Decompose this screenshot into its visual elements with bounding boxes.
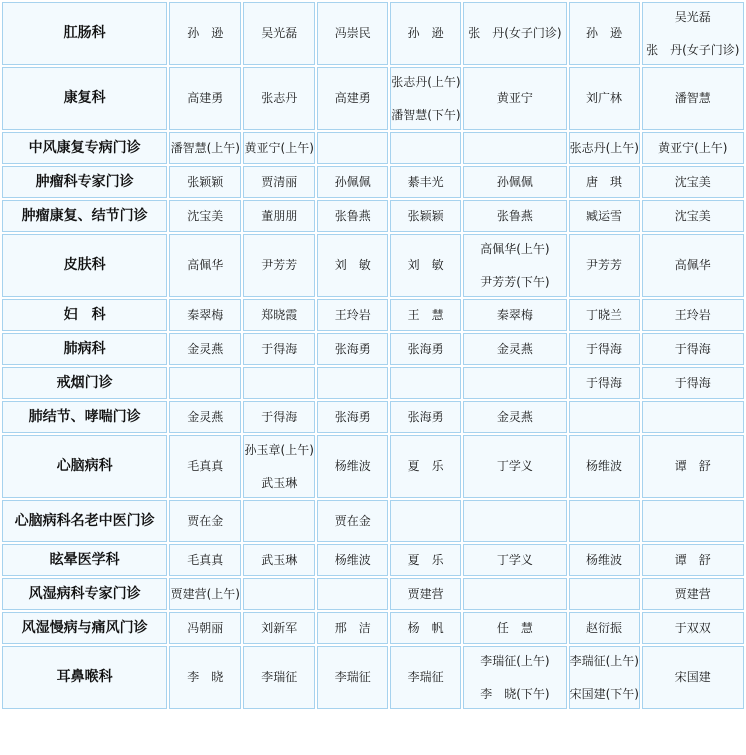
table-row xyxy=(2,401,744,433)
doctor-name: 贾建营 xyxy=(407,586,444,601)
schedule-cell xyxy=(569,333,640,365)
table-row xyxy=(2,612,744,644)
doctor-name: 张鲁燕 xyxy=(496,208,533,223)
schedule-cell xyxy=(317,67,388,130)
doctor-name: 贾在金 xyxy=(334,513,371,528)
schedule-cell xyxy=(317,200,388,232)
doctor-name: 潘智慧(下午) xyxy=(391,107,461,122)
doctor-name: 高建勇 xyxy=(334,91,371,105)
schedule-cell xyxy=(463,612,566,644)
doctor-name: 孙 逊 xyxy=(407,26,444,40)
schedule-cell xyxy=(463,200,566,232)
department-name: 眩晕医学科 xyxy=(2,544,167,576)
table-row xyxy=(2,166,744,198)
schedule-cell xyxy=(463,544,566,576)
doctor-name: 李瑞征(上午) xyxy=(480,653,550,668)
schedule-cell xyxy=(317,401,388,433)
doctor-name: 金灵燕 xyxy=(496,409,533,424)
doctor-name: 张志丹(上午) xyxy=(391,74,461,89)
schedule-cell xyxy=(642,401,744,433)
schedule-cell xyxy=(463,166,566,198)
doctor-name: 孙佩佩 xyxy=(334,174,371,189)
schedule-cell xyxy=(169,612,241,644)
schedule-cell xyxy=(317,333,388,365)
doctor-name: 高建勇 xyxy=(187,91,224,105)
doctor-name: 李瑞征 xyxy=(407,670,444,684)
schedule-cell xyxy=(317,500,388,542)
doctor-name: 刘 敏 xyxy=(407,258,444,272)
schedule-cell xyxy=(642,500,744,542)
schedule-cell xyxy=(390,166,461,198)
doctor-name: 李瑞征 xyxy=(261,670,298,684)
doctor-name: 沈宝美 xyxy=(187,208,224,223)
doctor-name: 王 慧 xyxy=(407,307,444,322)
schedule-cell xyxy=(169,234,241,297)
doctor-name: 贾建营(上午) xyxy=(170,586,240,601)
schedule-cell xyxy=(243,544,315,576)
doctor-name: 张志丹 xyxy=(261,91,298,105)
table-row xyxy=(2,132,744,164)
schedule-cell xyxy=(569,646,640,709)
doctor-name: 杨维波 xyxy=(586,459,623,473)
schedule-cell xyxy=(243,578,315,610)
schedule-cell xyxy=(463,132,566,164)
schedule-cell xyxy=(569,2,640,65)
schedule-cell xyxy=(642,612,744,644)
doctor-name: 于得海 xyxy=(674,341,711,356)
doctor-name: 董朋朋 xyxy=(261,208,298,223)
doctor-name: 宋国建 xyxy=(674,670,711,684)
doctor-name: 张志丹(上午) xyxy=(569,140,639,155)
table-row xyxy=(2,333,744,365)
schedule-cell xyxy=(642,435,744,498)
schedule-cell xyxy=(642,333,744,365)
doctor-name: 张海勇 xyxy=(407,409,444,424)
schedule-cell xyxy=(390,299,461,331)
doctor-name: 冯崇民 xyxy=(334,26,371,40)
schedule-cell xyxy=(317,234,388,297)
doctor-name: 杨维波 xyxy=(334,552,371,567)
doctor-name: 丁学义 xyxy=(496,459,533,473)
schedule-cell xyxy=(390,544,461,576)
doctor-name: 丁学义 xyxy=(496,552,533,567)
doctor-name: 尹芳芳 xyxy=(586,258,623,272)
schedule-cell xyxy=(569,578,640,610)
doctor-name: 张 丹(女子门诊) xyxy=(646,42,740,57)
schedule-cell xyxy=(642,646,744,709)
schedule-cell xyxy=(169,200,241,232)
doctor-name: 郑晓霞 xyxy=(261,307,298,322)
schedule-cell xyxy=(317,2,388,65)
doctor-name: 刘广林 xyxy=(586,91,623,105)
schedule-cell xyxy=(642,2,744,65)
doctor-name: 高佩华 xyxy=(187,258,224,272)
schedule-cell xyxy=(463,578,566,610)
doctor-name: 张海勇 xyxy=(334,409,371,424)
schedule-cell xyxy=(243,67,315,130)
doctor-name: 于得海 xyxy=(586,341,623,356)
doctor-name: 毛真真 xyxy=(187,552,224,567)
doctor-name: 张颖颖 xyxy=(407,208,444,223)
doctor-name: 黄亚宁(上午) xyxy=(658,140,728,155)
schedule-cell xyxy=(317,299,388,331)
doctor-name: 张 丹(女子门诊) xyxy=(468,26,562,40)
schedule-cell xyxy=(642,544,744,576)
schedule-cell xyxy=(390,500,461,542)
doctor-name: 黄亚宁(上午) xyxy=(244,140,314,155)
schedule-cell xyxy=(569,367,640,399)
table-row xyxy=(2,67,744,130)
schedule-cell xyxy=(569,612,640,644)
doctor-name: 于得海 xyxy=(261,341,298,356)
schedule-cell xyxy=(569,544,640,576)
doctor-name: 秦翠梅 xyxy=(496,307,533,322)
schedule-cell xyxy=(169,401,241,433)
doctor-name: 杨维波 xyxy=(586,552,623,567)
schedule-cell xyxy=(243,500,315,542)
doctor-name: 谭 舒 xyxy=(674,552,711,567)
doctor-name: 李瑞征(上午) xyxy=(569,653,639,668)
doctor-name: 邢 洁 xyxy=(334,620,371,635)
schedule-cell xyxy=(642,578,744,610)
schedule-cell xyxy=(463,500,566,542)
schedule-cell xyxy=(390,578,461,610)
schedule-cell xyxy=(243,299,315,331)
schedule-cell xyxy=(390,646,461,709)
doctor-name: 武玉琳 xyxy=(261,552,298,567)
schedule-cell xyxy=(463,299,566,331)
schedule-cell xyxy=(390,401,461,433)
doctor-name: 刘新军 xyxy=(261,620,298,635)
doctor-name: 尹芳芳(下午) xyxy=(480,274,550,289)
schedule-cell xyxy=(642,200,744,232)
schedule-cell xyxy=(463,367,566,399)
department-name: 妇 科 xyxy=(2,299,167,331)
schedule-cell xyxy=(317,612,388,644)
doctor-name: 潘智慧(上午) xyxy=(170,140,240,155)
doctor-name: 谭 舒 xyxy=(674,459,711,473)
schedule-cell xyxy=(317,646,388,709)
doctor-name: 綦丰光 xyxy=(407,174,444,189)
schedule-cell xyxy=(390,234,461,297)
doctor-name: 高佩华 xyxy=(674,258,711,272)
doctor-name: 黄亚宁 xyxy=(496,91,533,105)
schedule-cell xyxy=(169,166,241,198)
doctor-name: 金灵燕 xyxy=(187,341,224,356)
doctor-name: 张海勇 xyxy=(334,341,371,356)
doctor-name: 孙玉章(上午) xyxy=(244,442,314,457)
schedule-cell xyxy=(390,67,461,130)
schedule-cell xyxy=(243,367,315,399)
schedule-cell xyxy=(243,401,315,433)
schedule-cell xyxy=(169,646,241,709)
schedule-cell xyxy=(463,333,566,365)
schedule-cell xyxy=(243,333,315,365)
doctor-name: 李 晓 xyxy=(187,670,224,684)
table-row xyxy=(2,646,744,709)
schedule-cell xyxy=(569,500,640,542)
schedule-cell xyxy=(317,166,388,198)
schedule-cell xyxy=(243,612,315,644)
doctor-name: 唐 琪 xyxy=(586,174,623,189)
doctor-name: 武玉琳 xyxy=(261,475,298,490)
schedule-cell xyxy=(569,132,640,164)
schedule-cell xyxy=(390,435,461,498)
schedule-cell xyxy=(569,299,640,331)
doctor-name: 张鲁燕 xyxy=(334,208,371,223)
schedule-cell xyxy=(463,2,566,65)
doctor-name: 高佩华(上午) xyxy=(480,241,550,256)
schedule-cell xyxy=(390,367,461,399)
schedule-cell xyxy=(243,234,315,297)
schedule-cell xyxy=(243,2,315,65)
department-name: 肿瘤科专家门诊 xyxy=(2,166,167,198)
doctor-name: 夏 乐 xyxy=(407,552,444,567)
schedule-cell xyxy=(317,132,388,164)
doctor-name: 王玲岩 xyxy=(334,307,371,322)
schedule-cell xyxy=(169,367,241,399)
schedule-cell xyxy=(243,132,315,164)
schedule-cell xyxy=(569,435,640,498)
table-row xyxy=(2,435,744,498)
doctor-name: 赵衍振 xyxy=(586,620,623,635)
schedule-body xyxy=(2,2,744,709)
schedule-cell xyxy=(169,132,241,164)
doctor-name: 任 慧 xyxy=(496,620,533,635)
doctor-name: 吴光磊 xyxy=(674,9,711,24)
schedule-cell xyxy=(169,67,241,130)
doctor-name: 臧运雪 xyxy=(586,208,623,223)
schedule-cell xyxy=(569,166,640,198)
schedule-cell xyxy=(169,435,241,498)
table-row xyxy=(2,2,744,65)
schedule-cell xyxy=(463,401,566,433)
schedule-cell xyxy=(463,646,566,709)
schedule-cell xyxy=(243,166,315,198)
doctor-name: 于双双 xyxy=(674,620,711,635)
doctor-name: 孙佩佩 xyxy=(496,174,533,189)
doctor-name: 于得海 xyxy=(674,375,711,390)
table-row xyxy=(2,299,744,331)
schedule-cell xyxy=(642,166,744,198)
doctor-name: 张颖颖 xyxy=(187,174,224,189)
table-row xyxy=(2,367,744,399)
department-name: 皮肤科 xyxy=(2,234,167,297)
doctor-name: 于得海 xyxy=(586,375,623,390)
department-name: 耳鼻喉科 xyxy=(2,646,167,709)
department-name: 心脑病科 xyxy=(2,435,167,498)
doctor-name: 孙 逊 xyxy=(586,26,623,40)
department-name: 中风康复专病门诊 xyxy=(2,132,167,164)
schedule-cell xyxy=(169,333,241,365)
table-row xyxy=(2,200,744,232)
department-name: 心脑病科名老中医门诊 xyxy=(2,500,167,542)
doctor-name: 冯朝丽 xyxy=(187,620,224,635)
department-name: 肛肠科 xyxy=(2,2,167,65)
schedule-cell xyxy=(390,200,461,232)
department-name: 肺结节、哮喘门诊 xyxy=(2,401,167,433)
doctor-name: 吴光磊 xyxy=(261,26,298,40)
doctor-name: 贾清丽 xyxy=(261,174,298,189)
schedule-cell xyxy=(169,544,241,576)
doctor-name: 金灵燕 xyxy=(496,341,533,356)
doctor-name: 沈宝美 xyxy=(674,208,711,223)
department-name: 肺病科 xyxy=(2,333,167,365)
schedule-cell xyxy=(463,435,566,498)
schedule-cell xyxy=(642,132,744,164)
department-name: 风湿慢病与痛风门诊 xyxy=(2,612,167,644)
schedule-cell xyxy=(569,67,640,130)
schedule-cell xyxy=(169,578,241,610)
doctor-name: 杨维波 xyxy=(334,459,371,473)
doctor-name: 杨 帆 xyxy=(407,620,444,635)
schedule-cell xyxy=(390,333,461,365)
schedule-cell xyxy=(317,544,388,576)
schedule-cell xyxy=(463,234,566,297)
table-row xyxy=(2,234,744,297)
schedule-cell xyxy=(642,234,744,297)
doctor-name: 贾在金 xyxy=(187,513,224,528)
doctor-name: 刘 敏 xyxy=(334,258,371,272)
schedule-cell xyxy=(642,367,744,399)
schedule-cell xyxy=(390,132,461,164)
doctor-name: 夏 乐 xyxy=(407,459,444,473)
doctor-name: 潘智慧 xyxy=(674,91,711,105)
schedule-cell xyxy=(642,299,744,331)
schedule-cell xyxy=(243,200,315,232)
doctor-name: 张海勇 xyxy=(407,341,444,356)
doctor-name: 王玲岩 xyxy=(674,307,711,322)
schedule-cell xyxy=(317,435,388,498)
department-name: 风湿病科专家门诊 xyxy=(2,578,167,610)
doctor-name: 毛真真 xyxy=(187,459,224,473)
schedule-cell xyxy=(642,67,744,130)
doctor-name: 李瑞征 xyxy=(334,670,371,684)
department-name: 肿瘤康复、结节门诊 xyxy=(2,200,167,232)
schedule-cell xyxy=(390,612,461,644)
schedule-cell xyxy=(243,435,315,498)
schedule-cell xyxy=(463,67,566,130)
table-row xyxy=(2,544,744,576)
doctor-name: 尹芳芳 xyxy=(261,258,298,272)
department-name: 戒烟门诊 xyxy=(2,367,167,399)
doctor-name: 于得海 xyxy=(261,409,298,424)
department-name: 康复科 xyxy=(2,67,167,130)
schedule-cell xyxy=(169,299,241,331)
doctor-name: 李 晓(下午) xyxy=(480,686,550,701)
doctor-name: 孙 逊 xyxy=(187,26,224,40)
schedule-cell xyxy=(569,200,640,232)
schedule-cell xyxy=(317,367,388,399)
schedule-cell xyxy=(569,401,640,433)
schedule-cell xyxy=(169,2,241,65)
doctor-name: 宋国建(下午) xyxy=(569,686,639,701)
schedule-cell xyxy=(569,234,640,297)
doctor-name: 贾建营 xyxy=(674,586,711,601)
doctor-name: 沈宝美 xyxy=(674,174,711,189)
schedule-cell xyxy=(243,646,315,709)
schedule-cell xyxy=(390,2,461,65)
schedule-cell xyxy=(317,578,388,610)
table-row xyxy=(2,500,744,542)
table-row xyxy=(2,578,744,610)
doctor-name: 丁晓兰 xyxy=(586,307,623,322)
doctor-name: 金灵燕 xyxy=(187,409,224,424)
doctor-name: 秦翠梅 xyxy=(187,307,224,322)
schedule-cell xyxy=(169,500,241,542)
